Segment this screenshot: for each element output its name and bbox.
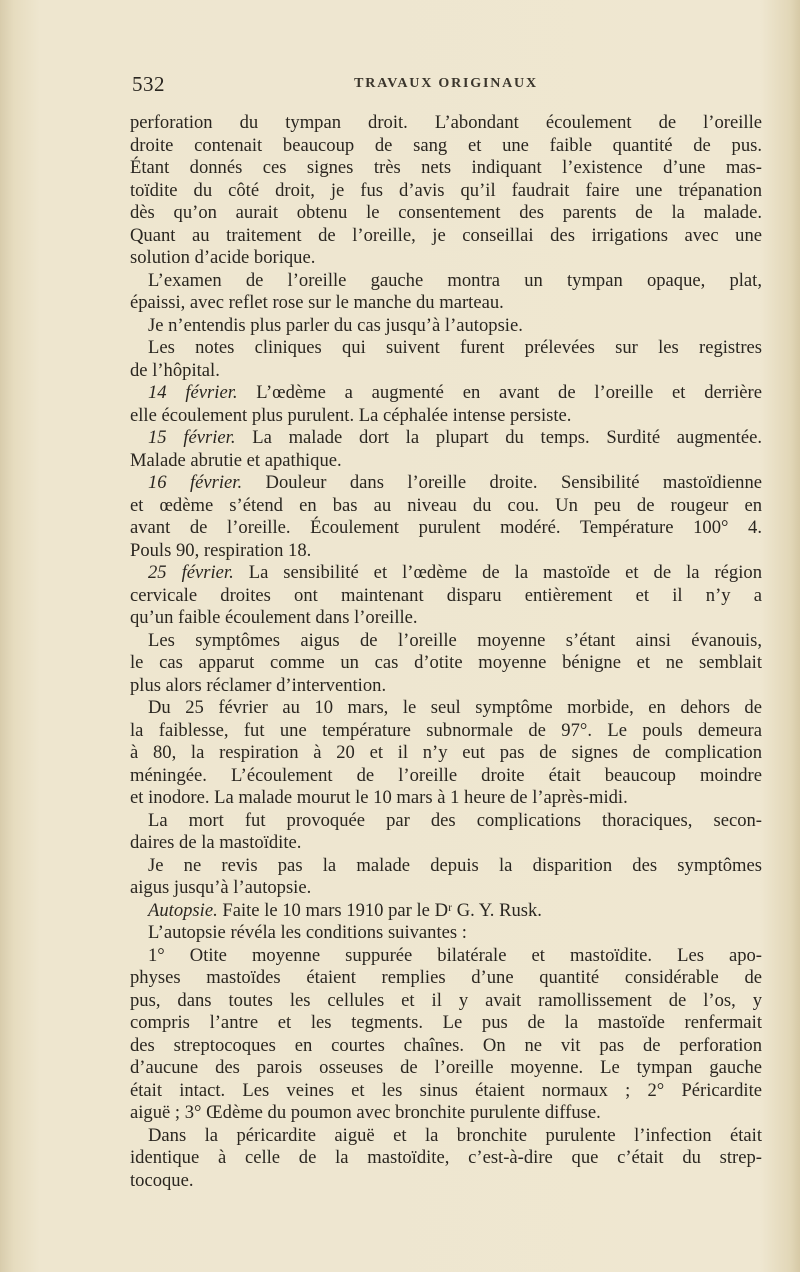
text-line [130, 562, 762, 585]
text-line [130, 1012, 762, 1035]
line-text: L’autopsie révéla les conditions suivantes : [148, 922, 467, 943]
text-line [130, 990, 762, 1013]
date-heading: 25 février. [148, 562, 234, 583]
text-line [130, 945, 762, 968]
text-line [130, 855, 762, 878]
text-line [130, 270, 762, 293]
line-text: physes mastoïdes étaient remplies d’une quantité considérable de [130, 967, 762, 988]
line-text: d’aucune des parois osseuses de l’oreille moyenne. Le tympan gauche [130, 1057, 762, 1078]
page-number: 532 [132, 72, 165, 96]
line-text: qu’un faible écoulement dans l’oreille. [130, 607, 418, 628]
line-text: et œdème s’étend en bas au niveau du cou. Un peu de rougeur en [130, 494, 762, 516]
date-heading: 14 février. [148, 382, 238, 403]
text-line [130, 585, 762, 608]
line-text: aigus jusqu’à l’autopsie. [130, 877, 312, 898]
text-line [130, 360, 762, 383]
text-line [130, 405, 762, 428]
date-heading: 15 février. [148, 427, 236, 448]
date-heading: Autopsie. [148, 899, 218, 921]
line-text: Dans la péricardite aiguë et la bronchite purulente l’infection était [148, 1124, 762, 1146]
line-text: avant de l’oreille. Écoulement purulent modéré. Température 100° 4. [130, 517, 762, 538]
text-line [130, 202, 762, 225]
line-text: la faiblesse, fut une température subnormale de 97°. Le pouls demeura [130, 719, 762, 741]
text-line [130, 540, 762, 563]
page-header [130, 70, 762, 100]
line-text: droite contenait beaucoup de sang et une faible quantité de pus. [130, 134, 762, 156]
line-text: compris l’antre et les tegments. Le pus de la mastoïde renfermait [130, 1012, 762, 1033]
line-text: La sensibilité et l’œdème de la mastoïde et de la région [233, 562, 762, 583]
line-text: Du 25 février au 10 mars, le seul symptôme morbide, en dehors de [148, 697, 762, 718]
text-line [130, 1057, 762, 1080]
text-line [130, 967, 762, 990]
text-line [130, 112, 762, 135]
line-text: solution d’acide borique. [130, 247, 316, 268]
text-line [130, 765, 762, 788]
text-line [130, 720, 762, 743]
line-text: et inodore. La malade mourut le 10 mars à 1 heure de l’après-midi. [130, 787, 628, 808]
text-line [130, 247, 762, 270]
text-line [130, 652, 762, 675]
text-line [130, 472, 762, 495]
line-text: elle écoulement plus purulent. La céphalée intense persiste. [130, 404, 572, 426]
text-line [130, 877, 762, 900]
text-line [130, 787, 762, 810]
text-line [130, 922, 762, 945]
line-text: tocoque. [130, 1169, 194, 1191]
article-body [130, 112, 762, 1192]
line-text: cervicale droites ont maintenant disparu entièrement et il n’y a [130, 584, 762, 606]
text-line [130, 1035, 762, 1058]
line-text: Je ne revis pas la malade depuis la disparition des symptômes [148, 854, 762, 876]
text-line [130, 225, 762, 248]
text-line [130, 180, 762, 203]
line-text: L’examen de l’oreille gauche montra un tympan opaque, plat, [148, 269, 762, 291]
line-text: Les notes cliniques qui suivent furent prélevées sur les registres [148, 337, 762, 358]
line-text: des streptocoques en courtes chaînes. On ne vit pas de perforation [130, 1034, 762, 1056]
text-line [130, 675, 762, 698]
line-text: Faite le 10 mars 1910 par le Dʳ G. Y. Rusk. [217, 899, 542, 921]
text-line [130, 1080, 762, 1103]
text-line [130, 697, 762, 720]
line-text: La mort fut provoquée par des complications thoraciques, secon- [148, 809, 762, 831]
text-line [130, 810, 762, 833]
text-line [130, 157, 762, 180]
text-line [130, 495, 762, 518]
text-line [130, 900, 762, 923]
date-heading: 16 février. [148, 472, 243, 493]
line-text: Les symptômes aigus de l’oreille moyenne s’étant ainsi évanouis, [148, 629, 762, 651]
line-text: Pouls 90, respiration 18. [130, 539, 312, 561]
text-line [130, 1102, 762, 1125]
line-text: perforation du tympan droit. L’abondant écoulement de l’oreille [130, 112, 762, 133]
text-line [130, 607, 762, 630]
line-text: identique à celle de la mastoïdite, c’est-à-dire que c’était du strep- [130, 1147, 762, 1168]
line-text: dès qu’on aurait obtenu le consentement des parents de la malade. [130, 202, 762, 223]
line-text: était intact. Les veines et les sinus étaient normaux ; 2° Péricardite [130, 1079, 762, 1101]
line-text: épaissi, avec reflet rose sur le manche du marteau. [130, 292, 504, 313]
line-text: le cas apparut comme un cas d’otite moyenne bénigne et ne semblait [130, 652, 762, 673]
line-text: pus, dans toutes les cellules et il y avait ramollissement de l’os, y [130, 989, 762, 1011]
running-title: TRAVAUX ORIGINAUX [354, 76, 538, 91]
line-text: daires de la mastoïdite. [130, 832, 302, 853]
line-text: toïdite du côté droit, je fus d’avis qu’il faudrait faire une trépanation [130, 179, 762, 201]
line-text: Quant au traitement de l’oreille, je conseillai des irrigations avec une [130, 224, 762, 246]
text-line [130, 1147, 762, 1170]
text-line [130, 135, 762, 158]
line-text: méningée. L’écoulement de l’oreille droite était beaucoup moindre [130, 764, 762, 786]
text-line [130, 517, 762, 540]
line-text: plus alors réclamer d’intervention. [130, 674, 387, 696]
text-line [130, 1125, 762, 1148]
text-line [130, 315, 762, 338]
text-line [130, 832, 762, 855]
text-line [130, 450, 762, 473]
line-text: de l’hôpital. [130, 359, 220, 381]
text-line [130, 1170, 762, 1193]
line-text: La malade dort la plupart du temps. Surdité augmentée. [235, 427, 762, 448]
text-line [130, 292, 762, 315]
line-text: 1° Otite moyenne suppurée bilatérale et mastoïdite. Les apo- [148, 944, 762, 966]
line-text: à 80, la respiration à 20 et il n’y eut pas de signes de complication [130, 742, 762, 763]
line-text: aiguë ; 3° Œdème du poumon avec bronchite purulente diffuse. [130, 1102, 601, 1123]
text-line [130, 630, 762, 653]
text-line [130, 337, 762, 360]
text-line [130, 427, 762, 450]
line-text: Étant donnés ces signes très nets indiquant l’existence d’une mas- [130, 157, 762, 178]
text-line [130, 742, 762, 765]
line-text: Douleur dans l’oreille droite. Sensibilité mastoïdienne [242, 472, 762, 493]
text-line [130, 382, 762, 405]
line-text: L’œdème a augmenté en avant de l’oreille et derrière [237, 382, 762, 403]
line-text: Malade abrutie et apathique. [130, 449, 342, 471]
line-text: Je n’entendis plus parler du cas jusqu’à l’autopsie. [148, 314, 523, 336]
